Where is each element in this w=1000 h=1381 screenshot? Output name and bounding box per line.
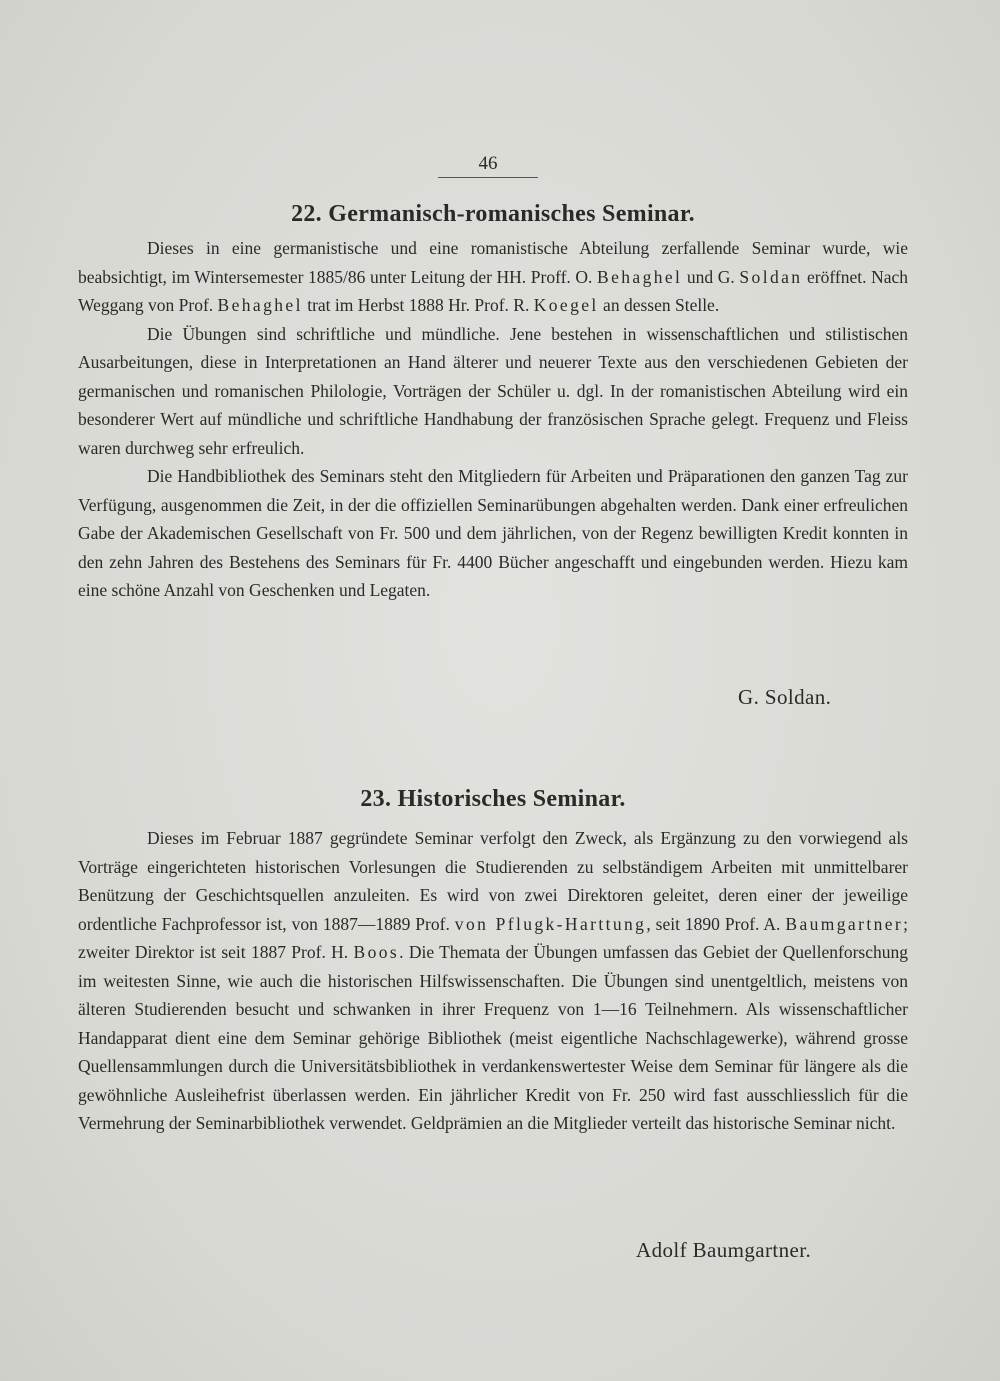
text-run: Dieses im Februar 1887 gegründete Seminar verfolgt den Zweck, als Ergänzung zu den vorwiegend als Vorträge eingerichteten historischen Vorlesungen die Studierenden zu selbständigem Arbeiten mit unmittelbarer Benützung der Geschichtsquellen anzuleiten. Es wird von zwei Direktoren geleitet, deren einer der jeweilige ordentliche Fachprofessor ist, von 1887—1889 Prof.	[78, 828, 908, 934]
section-23-signature: Adolf Baumgartner.	[636, 1238, 812, 1262]
section-22-body	[78, 234, 908, 605]
text-run: eröffnet. Nach Weggang von Prof.	[78, 266, 908, 315]
spaced-name: von Pflugk-Harttung	[454, 913, 647, 934]
section-22-signature: G. Soldan.	[738, 685, 832, 709]
paragraph	[78, 320, 908, 463]
text-run: , seit 1890 Prof. A.	[646, 913, 786, 934]
spaced-name: Behaghel	[597, 266, 683, 287]
text-run: trat im Herbst 1888 Hr. Prof. R.	[302, 295, 534, 315]
section-22-heading: 22. Germanisch-romanisches Seminar.	[291, 201, 695, 227]
page-number-rule	[438, 177, 538, 178]
text-run: an dessen Stelle.	[598, 295, 720, 315]
text-run: . Die Themata der Übungen umfassen das Gebiet der Quellenforschung im weitesten Sinne, wie auch die historischen Hilfswissenschaften. Die Übungen sind unentgeltlich, meistens von älteren Studierenden besucht und schwanken in ihrer Frequenz von 1—16 Teilnehmern. Als wissenschaftlicher Handapparat dient eine dem Seminar gehörige Bibliothek (meist eigentliche Nachschlagewerke), während grosse Quellensammlungen durch die Universitätsbibliothek in verdankenswertester Weise dem Seminar für längere als die gewöhnliche Ausleihefrist überlassen werden. Ein jährlicher Kredit von Fr. 250 wird fast ausschliesslich für die Vermehrung der Seminarbibliothek verwendet. Geldprämien an die Mitglieder verteilt das historische Seminar nicht.	[78, 942, 908, 1133]
spaced-name: Koegel	[533, 295, 599, 315]
text-run: Die Übungen sind schriftliche und mündliche. Jene bestehen in wissenschaftlichen und stilistischen Ausarbeitungen, diese in Interpretationen an Hand älterer und neuerer Texte aus den verschiedenen Gebieten der germanischen und romanischen Philologie, Vorträgen der Schüler u. dgl. In der romanistischen Abteilung wird ein besonderer Wert auf mündliche und schriftliche Handhabung der französischen Sprache gelegt. Frequenz und Fleiss waren durchweg sehr erfreulich.	[78, 323, 908, 458]
spaced-name: Behaghel	[217, 295, 303, 315]
spaced-name: Soldan	[739, 266, 803, 287]
section-23-heading: 23. Historisches Seminar.	[360, 786, 626, 812]
paragraph	[78, 824, 908, 1138]
text-run: ; zweiter Direktor ist seit 1887 Prof. H.	[78, 913, 909, 962]
spaced-name: Boos	[353, 942, 400, 962]
paragraph	[78, 462, 908, 605]
section-23-body	[78, 824, 908, 1138]
paragraph	[78, 234, 908, 320]
spaced-name: Baumgartner	[785, 913, 904, 934]
page-number: 46	[478, 153, 498, 174]
text-run: Dieses in eine germanistische und eine romanistische Abteilung zerfallende Seminar wurde, wie beabsichtigt, im Wintersemester 1885/86 unter Leitung der HH. Proff. O.	[78, 238, 908, 287]
text-run: und G.	[682, 266, 740, 287]
text-run: Die Handbibliothek des Seminars steht den Mitgliedern für Arbeiten und Präparationen den ganzen Tag zur Verfügung, ausgenommen die Zeit, in der die offiziellen Seminarübungen abgehalten werden. Dank einer erfreulichen Gabe der Akademischen Gesellschaft von Fr. 500 und dem jährlichen, von der Regenz bewilligten Kredit konnten in den zehn Jahren des Bestehens des Seminars für Fr. 4400 Bücher angeschafft und eingebunden werden. Hiezu kam eine schöne Anzahl von Geschenken und Legaten.	[78, 466, 908, 600]
